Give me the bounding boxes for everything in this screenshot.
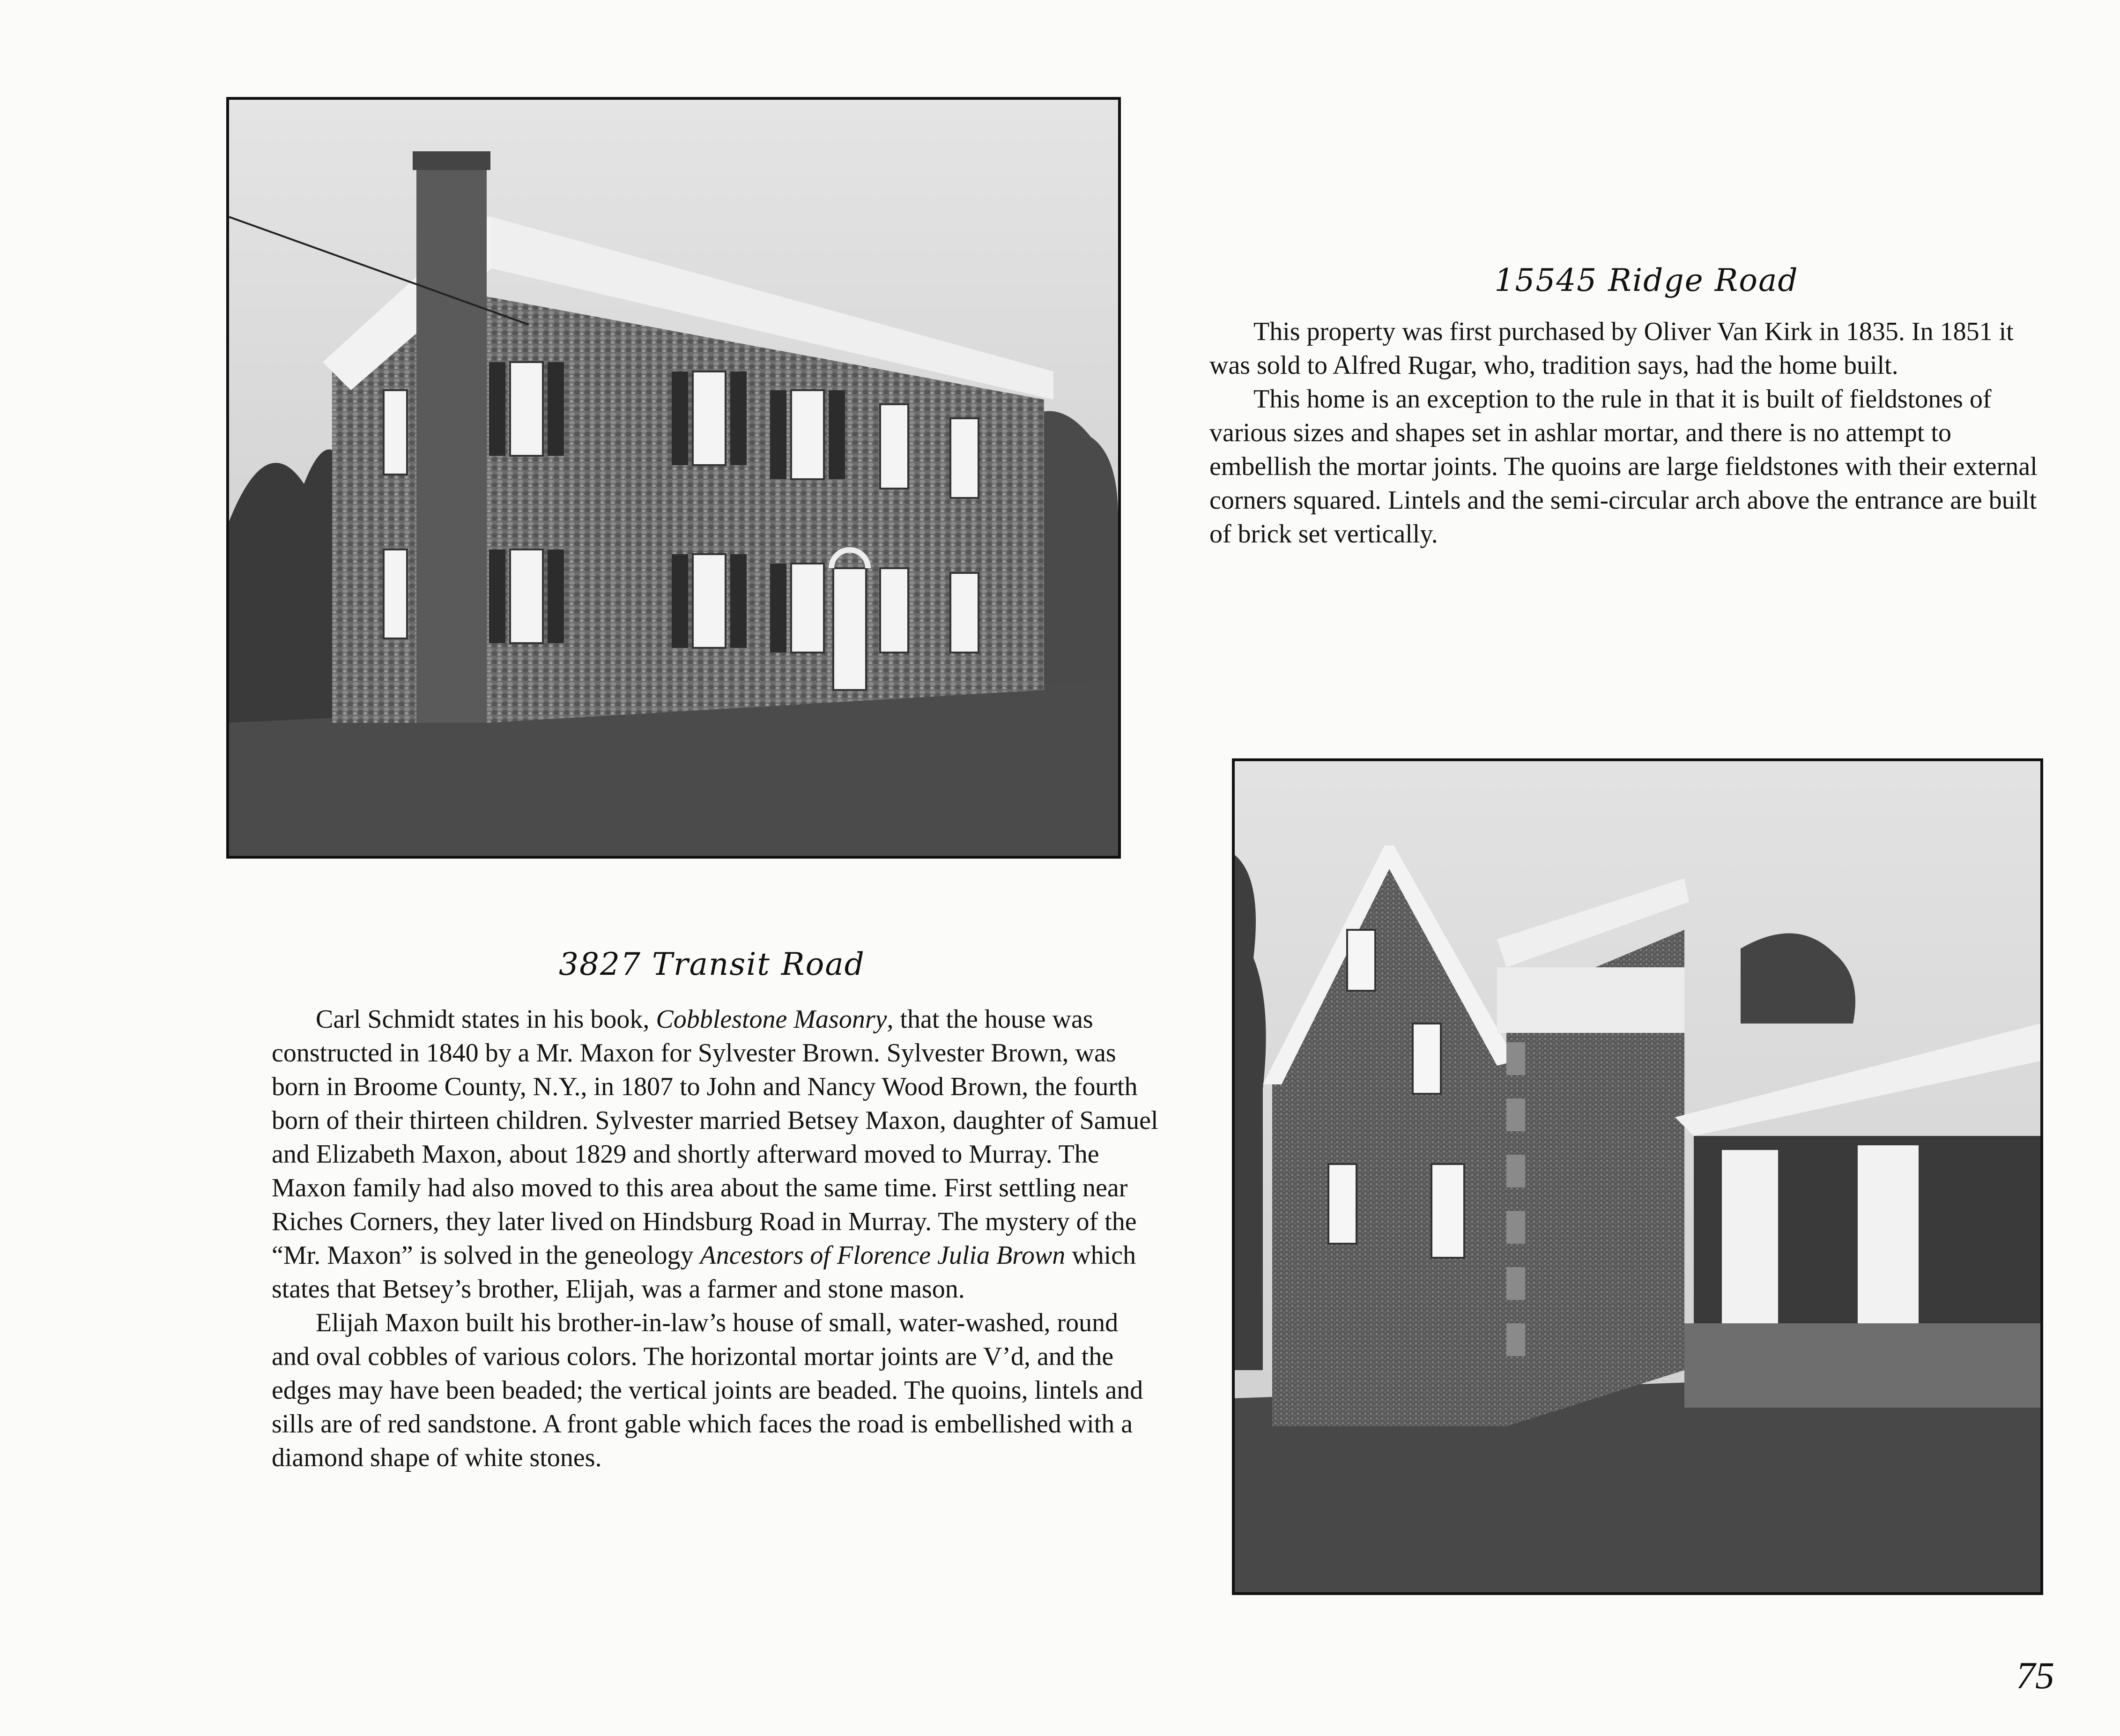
transit-road-heading: 3827 Transit Road bbox=[559, 946, 865, 982]
transit-road-paragraph: Elijah Maxon built his brother-in-law’s house of small, water-washed, round and oval cobbles of various colors. The horizontal mortar joints are V’d, and the edges may have been beaded; the vertical joints are beaded. The quoins, lintels and sills are of red sandstone. A front gable which faces the road is embellished with a diamond shape of white stones. bbox=[272, 1308, 1143, 1472]
page-number: 75 bbox=[2016, 1654, 2054, 1697]
ridge-road-house-image bbox=[229, 100, 1118, 856]
genealogy-title: Ancestors of Florence Julia Brown bbox=[700, 1241, 1066, 1270]
paragraph-text: which states that Betsey’s brother, Elijah, was a farmer and stone mason. bbox=[272, 1241, 1136, 1304]
book-title: Cobblestone Masonry bbox=[656, 1005, 887, 1034]
transit-road-description bbox=[272, 1002, 1162, 1475]
transit-road-paragraph bbox=[272, 1002, 1162, 1306]
paragraph-text: , that the house was constructed in 1840 by a Mr. Maxon for Sylvester Brown. Sylvester Brown, was born in Broome County, N.Y., in 1807 to John and Nancy Wood Brown, the fourth born of their thirteen children. Sylvester married Betsey Maxon, daughter of Samuel and Elizabeth Maxon, about 1829 and shortly afterward moved to Murray. The Maxon family had also moved to this area about the same time. First settling near Riches Corners, they later lived on Hindsburg Road in Murray. The mystery of the “Mr. Maxon” is solved in the geneology bbox=[272, 1005, 1158, 1270]
ridge-road-paragraph: This property was first purchased by Oliver Van Kirk in 1835. In 1851 it was sold to Alfred Rugar, who, tradition says, had the home built. bbox=[1209, 317, 2014, 380]
transit-road-house-image bbox=[1235, 761, 2040, 1592]
ridge-road-heading: 15545 Ridge Road bbox=[1494, 262, 1799, 298]
ridge-road-paragraph: This home is an exception to the rule in that it is built of fieldstones of various sizes and shapes set in ashlar mortar, and there is no attempt to embellish the mortar joints. The quoins are large fieldstones with their external corners squared. Lintels and the semi-circular arch above the entrance are built of brick set vertically. bbox=[1209, 385, 2038, 549]
transit-road-house-photo bbox=[1232, 758, 2043, 1595]
ridge-road-description bbox=[1209, 315, 2048, 551]
paragraph-text: Carl Schmidt states in his book, bbox=[316, 1005, 656, 1034]
ridge-road-house-photo bbox=[226, 97, 1121, 859]
